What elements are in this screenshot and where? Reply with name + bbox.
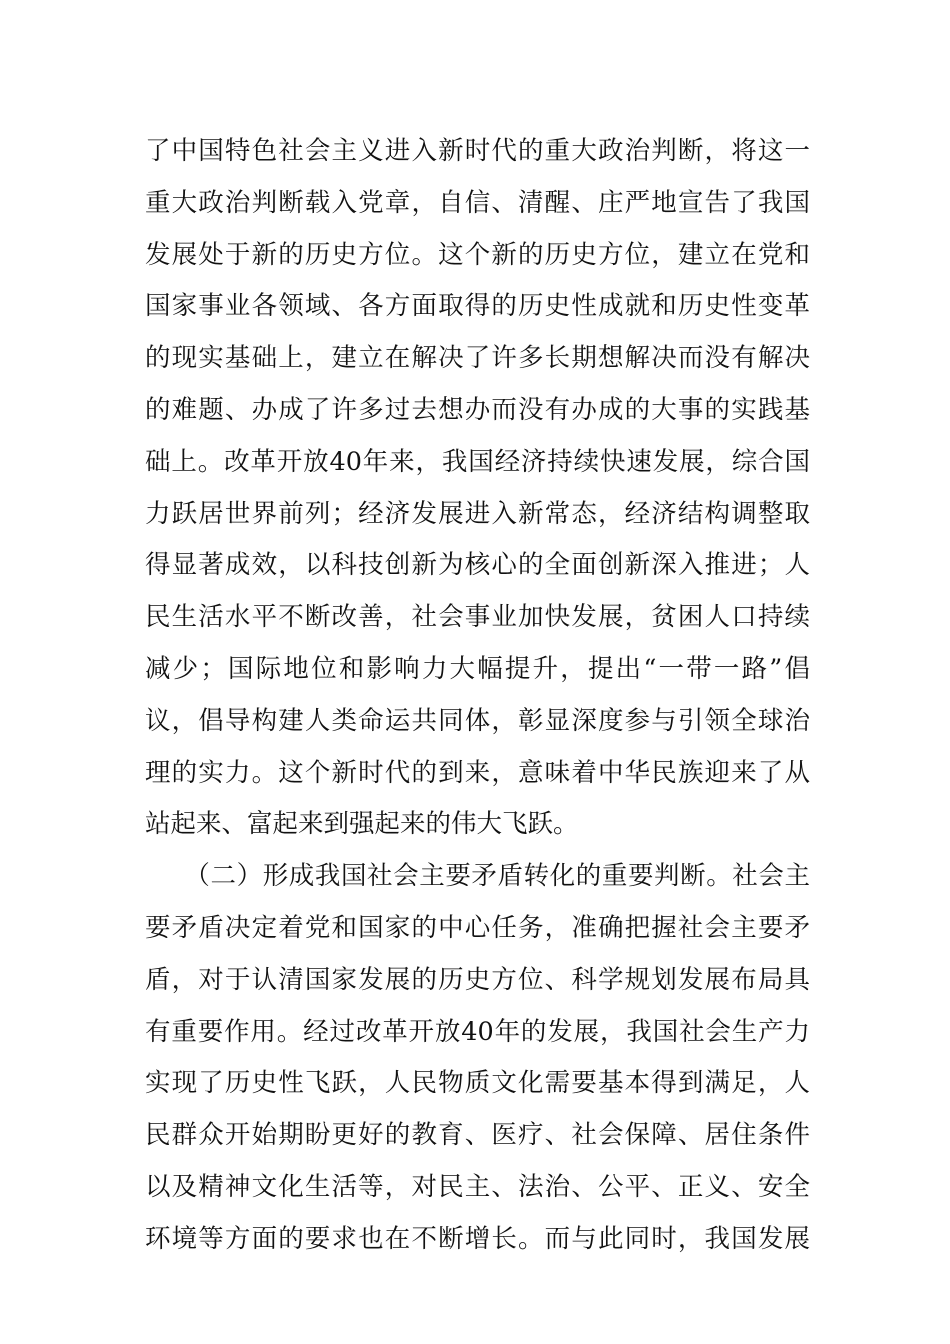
paragraph-2-line: 有重要作用。经过改革开放40年的发展，我国社会生产力 (145, 1016, 810, 1047)
paragraph-1-line: 的现实基础上，建立在解决了许多长期想解决而没有解决 (145, 343, 810, 374)
body-text (145, 126, 810, 1266)
paragraph-2-line: 盾，对于认清国家发展的历史方位、科学规划发展布局具 (145, 964, 810, 995)
paragraph-2-line: 实现了历史性飞跃，人民物质文化需要基本得到满足，人 (145, 1068, 810, 1099)
paragraph-1-line: 民生活水平不断改善，社会事业加快发展，贫困人口持续 (145, 602, 810, 633)
paragraph-1-line: 议，倡导构建人类命运共同体，彰显深度参与引领全球治 (145, 705, 810, 736)
paragraph-2-line: 环境等方面的要求也在不断增长。而与此同时，我国发展 (145, 1223, 810, 1254)
paragraph-1-line: 了中国特色社会主义进入新时代的重大政治判断，将这一 (145, 136, 810, 166)
paragraph-1-line: 站起来、富起来到强起来的伟大飞跃。 (145, 809, 579, 840)
paragraph-2-line: （二）形成我国社会主要矛盾转化的重要判断。社会主 (145, 861, 810, 892)
paragraph-1-line: 的难题、办成了许多过去想办而没有办成的大事的实践基 (145, 394, 810, 425)
paragraph-1-line: 国家事业各领域、各方面取得的历史性成就和历史性变革 (145, 291, 810, 322)
paragraph-1-line: 减少；国际地位和影响力大幅提升，提出“一带一路”倡 (145, 653, 810, 684)
paragraph-2-line: 民群众开始期盼更好的教育、医疗、社会保障、居住条件 (145, 1120, 810, 1151)
paragraph-1-line: 础上。改革开放40年来，我国经济持续快速发展，综合国 (145, 446, 810, 477)
paragraph-1-line: 重大政治判断载入党章，自信、清醒、庄严地宣告了我国 (145, 187, 810, 218)
paragraph-1-line: 理的实力。这个新时代的到来，意味着中华民族迎来了从 (145, 757, 810, 788)
paragraph-1-line: 发展处于新的历史方位。这个新的历史方位，建立在党和 (145, 239, 810, 270)
paragraph-2-line: 要矛盾决定着党和国家的中心任务，准确把握社会主要矛 (145, 912, 810, 943)
paragraph-1-line: 力跃居世界前列；经济发展进入新常态，经济结构调整取 (145, 498, 810, 529)
paragraph-2-line: 以及精神文化生活等，对民主、法治、公平、正义、安全 (145, 1171, 810, 1202)
paragraph-1-line: 得显著成效，以科技创新为核心的全面创新深入推进；人 (145, 550, 810, 581)
